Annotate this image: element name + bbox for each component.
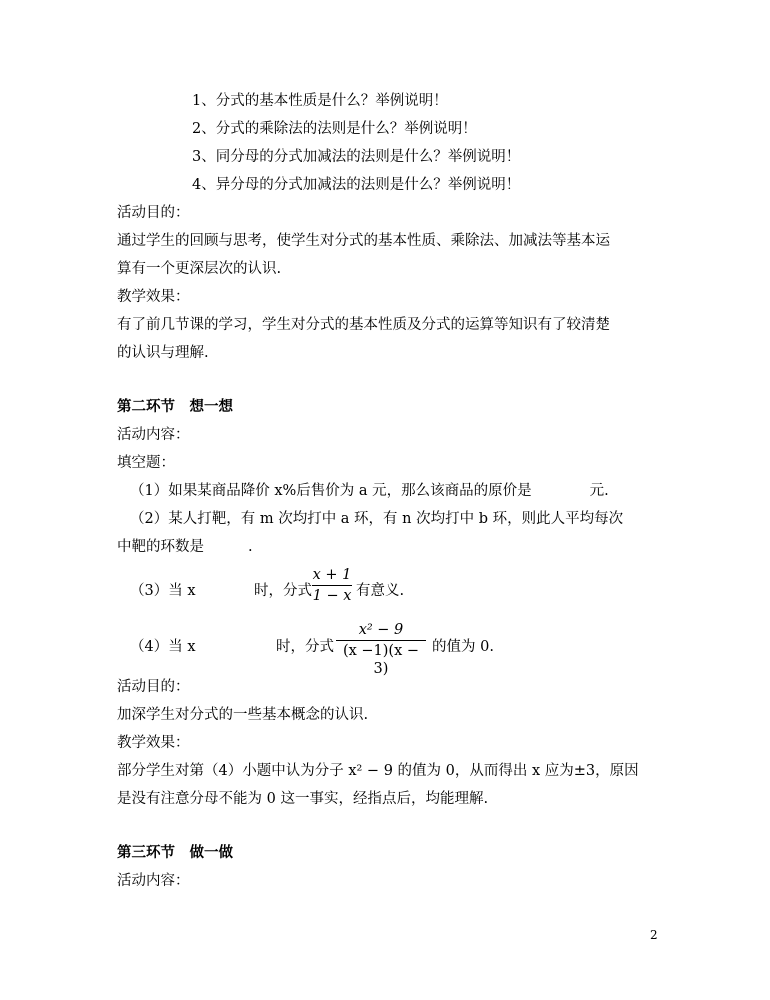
item-3-middle: 时，分式 bbox=[254, 583, 312, 599]
effect-text-1a: 有了前几节课的学习，学生对分式的基本性质及分式的运算等知识有了较清楚 bbox=[117, 317, 610, 333]
effect-text-1b: 的认识与理解. bbox=[117, 345, 209, 361]
content-label-3: 活动内容： bbox=[117, 873, 190, 889]
item-3-before: （3）当 x bbox=[130, 583, 196, 599]
item-4-after: 的值为 0. bbox=[432, 639, 494, 655]
fraction-3-numerator: x + 1 bbox=[312, 567, 352, 583]
question-4: 4、异分母的分式加减法的法则是什么？举例说明！ bbox=[192, 177, 521, 193]
question-2: 2、分式的乘除法的法则是什么？举例说明！ bbox=[192, 121, 477, 137]
goal-text-1b: 算有一个更深层次的认识. bbox=[117, 261, 282, 277]
effect-label-2: 教学效果： bbox=[117, 735, 190, 751]
effect-label-1: 教学效果： bbox=[117, 289, 190, 305]
fraction-4-bar bbox=[336, 640, 426, 641]
fraction-3 bbox=[312, 566, 352, 605]
fraction-3-denominator: 1 − x bbox=[312, 588, 352, 604]
item-4-middle: 时，分式 bbox=[276, 639, 334, 655]
item-1-after: 元. bbox=[589, 483, 609, 499]
item-3-after: 有意义. bbox=[356, 583, 405, 599]
item-2-line1: （2）某人打靶，有 m 次均打中 a 环，有 n 次均打中 b 环，则此人平均每次 bbox=[130, 511, 624, 527]
section2-heading: 第二环节 想一想 bbox=[117, 398, 233, 415]
content-label-2: 活动内容： bbox=[117, 427, 190, 443]
item-2-before: 中靶的环数是 bbox=[117, 539, 204, 555]
section3-heading: 第三环节 做一做 bbox=[117, 844, 233, 861]
goal-text-2: 加深学生对分式的一些基本概念的认识. bbox=[117, 707, 369, 723]
question-1: 1、分式的基本性质是什么？举例说明！ bbox=[192, 93, 448, 109]
fraction-4-denominator: (x −1)(x − 3) bbox=[342, 643, 420, 677]
fill-blank-label: 填空题： bbox=[117, 455, 175, 471]
effect-text-2b: 是没有注意分母不能为 0 这一事实，经指点后，均能理解. bbox=[117, 791, 489, 807]
goal-label-2: 活动目的： bbox=[117, 679, 190, 695]
goal-text-1a: 通过学生的回顾与思考，使学生对分式的基本性质、乘除法、加减法等基本运 bbox=[117, 233, 610, 249]
item-4-before: （4）当 x bbox=[130, 639, 196, 655]
fraction-4 bbox=[336, 621, 426, 678]
item-1 bbox=[130, 481, 609, 501]
page-number: 2 bbox=[650, 928, 658, 942]
effect-text-2a: 部分学生对第（4）小题中认为分子 x² − 9 的值为 0，从而得出 x 应为±3，原因 bbox=[117, 763, 639, 779]
fraction-3-bar bbox=[312, 585, 352, 586]
item-2-line2 bbox=[117, 537, 253, 557]
goal-label-1: 活动目的： bbox=[117, 205, 190, 221]
item-2-after: . bbox=[248, 539, 253, 555]
fraction-4-numerator: x² − 9 bbox=[358, 622, 404, 638]
item-1-before: （1）如果某商品降价 x%后售价为 a 元，那么该商品的原价是 bbox=[130, 483, 532, 499]
question-3: 3、同分母的分式加减法的法则是什么？举例说明！ bbox=[192, 149, 521, 165]
